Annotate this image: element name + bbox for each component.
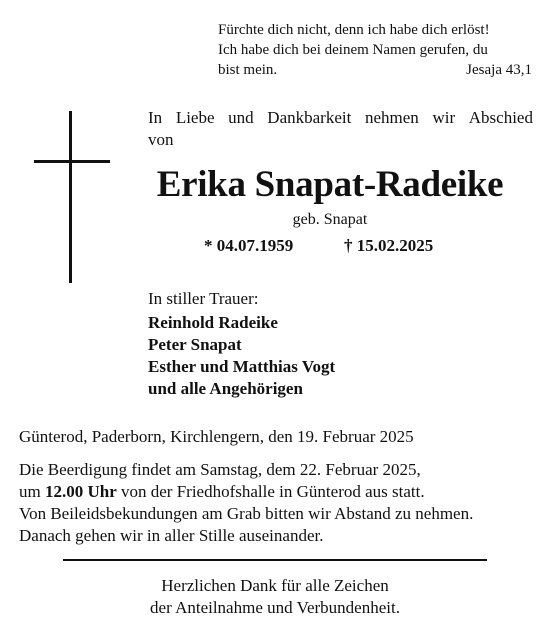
birth-name: geb. Snapat	[292, 211, 368, 228]
mourner-name: Esther und Matthias Vogt	[148, 357, 336, 376]
intro-line-2: von	[148, 130, 174, 149]
bible-verse	[218, 20, 532, 80]
funeral-line-1: Die Beerdigung findet am Samstag, dem 22. Februar 2025,	[19, 460, 421, 479]
verse-line-1: Fürchte dich nicht, denn ich habe dich erlöst!	[218, 22, 490, 38]
funeral-line-3: Von Beileidsbekundungen am Grab bitten wir Abstand zu nehmen.	[19, 504, 474, 523]
death-date: † 15.02.2025	[344, 236, 434, 255]
divider-line	[63, 559, 487, 561]
cross-horizontal-bar	[34, 160, 110, 163]
verse-line-2: Ich habe dich bei deinem Namen gerufen, du	[218, 42, 488, 58]
mourners-heading: In stiller Trauer:	[148, 289, 259, 308]
place-and-date: Günterod, Paderborn, Kirchlengern, den 19. Februar 2025	[19, 427, 414, 446]
funeral-line-4: Danach gehen wir in aller Stille auseinander.	[19, 526, 324, 545]
mourner-name: Peter Snapat	[148, 335, 242, 354]
intro-word: In	[148, 108, 163, 127]
intro-line-1	[148, 107, 533, 129]
funeral-details	[19, 459, 534, 547]
mourners-list	[148, 312, 335, 400]
intro-word: Dankbarkeit	[267, 108, 352, 127]
thanks-line-2: der Anteilnahme und Verbundenheit.	[150, 598, 400, 617]
funeral-time-prefix: um	[19, 482, 41, 501]
intro-word: und	[228, 108, 254, 127]
verse-line-3-row	[218, 60, 532, 80]
farewell-intro	[148, 107, 533, 151]
mourner-name: und alle Angehörigen	[148, 379, 303, 398]
funeral-location: von der Friedhofshalle in Günterod aus statt.	[121, 482, 425, 501]
funeral-time: 12.00 Uhr	[44, 482, 117, 501]
intro-word: nehmen	[364, 108, 419, 127]
intro-word: wir	[432, 108, 456, 127]
verse-reference: Jesaja 43,1	[466, 62, 532, 78]
intro-word: Liebe	[175, 108, 215, 127]
birth-date: * 04.07.1959	[204, 236, 294, 255]
cross-vertical-bar	[69, 111, 72, 283]
intro-word: Abschied	[468, 108, 533, 127]
cross-icon	[34, 111, 110, 283]
funeral-line-2	[19, 481, 534, 503]
mourner-name: Reinhold Radeike	[148, 313, 278, 332]
thanks-line-1: Herzlichen Dank für alle Zeichen	[161, 576, 389, 595]
verse-line-3: bist mein.	[218, 62, 278, 78]
deceased-name: Erika Snapat-Radeike	[156, 164, 504, 205]
thanks-note	[63, 575, 487, 619]
